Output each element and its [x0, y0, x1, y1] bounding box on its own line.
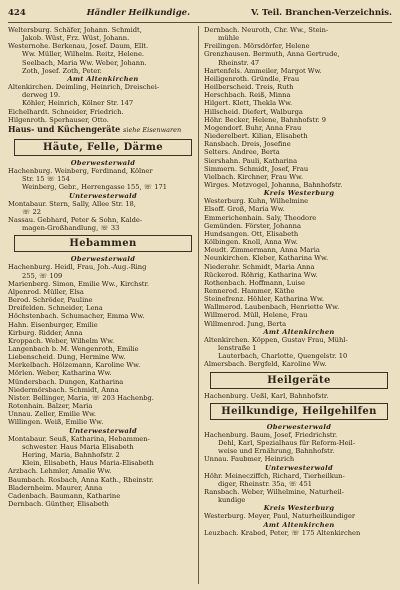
directory-entry: Rotenhain. Balzer, Maria	[8, 402, 93, 411]
running-title: Händler Heilkundige.	[86, 8, 191, 18]
directory-entry: Siershahn. Pauli, Katharina	[204, 156, 298, 165]
directory-entry: Heilberscheid. Treis, Ruth	[204, 83, 294, 92]
directory-entry: Selters. Andree, Berta	[204, 148, 280, 157]
directory-entry: Alpenrod. Müller, Elsa	[8, 287, 84, 296]
directory-entry: Willingen. Weiß, Emilie Ww.	[8, 418, 104, 427]
directory-entry: Hilgert. Klett, Thekla Ww.	[204, 99, 293, 108]
directory-entry: Hachenburg. Heidl, Frau, Joh.-Aug.-Ring	[8, 263, 147, 272]
category-cross-reference	[8, 124, 198, 136]
directory-entry: Kölbingen. Knoll, Anna Ww.	[204, 238, 298, 247]
directory-entry: Neunkirchen. Kleber, Katharina Ww.	[204, 254, 329, 263]
directory-entry: Unnau. Zeller, Emilie Ww.	[8, 410, 96, 419]
directory-entry: Weltersburg. Schäfer, Johann. Schmidt,	[8, 26, 142, 34]
directory-entry: Str. 15 ☏ 154	[22, 175, 70, 184]
directory-entry: Höchstenbach. Schumacher, Emma Ww.	[8, 312, 145, 321]
directory-entry: Merkelbach. Hölzemann, Karoline Ww.	[8, 361, 141, 370]
directory-entry: Almersbach. Bergfeld, Karoline Ww.	[204, 360, 327, 369]
district-heading: Oberwesterwald	[70, 255, 136, 264]
directory-entry: Niederahr. Schmidt, Maria Anna	[204, 262, 315, 271]
district-heading: Amt Altenkirchen	[263, 327, 335, 336]
directory-entry: Grenzhausen. Bermuth, Anna Gertrude,	[204, 50, 340, 59]
directory-entry: Hahn. Eisenburger, Emilie	[8, 320, 98, 329]
directory-entry: Rheinstr. 47	[218, 58, 260, 67]
category-heading: Hebammen	[14, 235, 192, 252]
directory-entry: Dreifelden. Schneider, Lena	[8, 304, 103, 313]
page-header	[8, 4, 392, 23]
directory-entry: Weinberg, Gebr., Herrengasse 155, ☏ 171	[22, 183, 168, 192]
column-divider	[198, 26, 199, 584]
directory-entry: Wallmerod. Laubenbach, Henriette Ww.	[204, 303, 340, 312]
directory-entry: Höhr. Becker, Helene, Bahnhofstr. 9	[204, 115, 327, 124]
directory-entry: Wirges. Metzvogel, Johanna, Bahnhofstr.	[204, 180, 343, 189]
right-column	[204, 26, 394, 584]
directory-entry: Jakob. Wüst, Frz. Wüst, Johann.	[22, 34, 130, 43]
directory-entry: derweg 19.	[22, 91, 61, 100]
directory-entry: Freilingen. Mörsdörfer, Helene	[204, 42, 310, 51]
directory-entry: Hundsangen. Ott, Elisabeth	[204, 229, 299, 238]
directory-entry: 255, ☏ 109	[22, 271, 63, 280]
directory-entry: Hachenburg. Baum, Josef, Friedrichstr.	[204, 430, 338, 439]
directory-entry: Ww. Müller, Wilhelm. Reitz, Helene.	[22, 50, 145, 59]
directory-entry: Hilgenroth. Sperhauser, Otto.	[8, 115, 109, 124]
directory-entry: Herschbach. Reiß, Minna	[204, 91, 291, 100]
left-column	[8, 26, 198, 584]
directory-entry: Rothenbach. Hoffmann, Luise	[204, 278, 305, 287]
district-heading: Kreis Westerburg	[263, 504, 335, 513]
directory-entry: Montabaur. Seuß, Katharina, Hebammen-	[8, 434, 150, 443]
directory-entry: Seelbach, Maria Ww. Weber, Johann.	[22, 58, 147, 67]
directory-entry: weise und Ernährung, Bahnhofstr.	[218, 447, 335, 456]
directory-entry: Berod. Schröder, Pauline	[8, 296, 93, 305]
cross-reference-title: Haus- und Küchengeräte	[8, 123, 121, 134]
directory-entry: Leuzbach. Krabed, Peter, ☏ 175 Altenkirchen	[204, 528, 361, 537]
directory-entry: Langenbach b. M. Wengenroth, Emilie	[8, 345, 139, 353]
page-number: 424	[8, 8, 26, 18]
directory-entry: Mörlen. Weber, Katharina Ww.	[8, 369, 112, 378]
directory-entry: ☏ 22	[22, 207, 41, 216]
directory-entry: Mündersbach. Dungen, Katharina	[8, 377, 124, 386]
directory-entry: Kroppach. Weber, Wilhelm Ww.	[8, 336, 115, 345]
directory-entry: Mogendorf. Buhr, Anna Frau	[204, 123, 302, 132]
directory-entry: Gemünden. Förster, Johanna	[204, 221, 301, 230]
directory-entry: Altenkirchen. Deimling, Heinrich, Dreischei-	[8, 83, 160, 92]
district-heading: Unterwesterwald	[68, 191, 137, 200]
directory-entry: Köhler, Heinrich, Kölner Str. 147	[22, 99, 134, 108]
directory-entry: Westerburg. Meyer, Paul, Naturheilkundiger	[204, 512, 356, 521]
district-heading: Amt Altenkirchen	[263, 520, 335, 529]
directory-entry: Vielbach. Kirchner, Frau Ww.	[204, 172, 304, 181]
directory-entry: Elsoff. Groß, Maria Ww.	[204, 205, 285, 214]
directory-entry: Ransbach. Weber, Wilhelmine, Naturheil-	[204, 487, 344, 496]
directory-entry: Nassau. Gebhard, Peter & Sohn, Kalde-	[8, 215, 143, 224]
category-heading: Häute, Felle, Därme	[14, 139, 192, 156]
district-heading: Oberwesterwald	[70, 158, 136, 167]
directory-entry: Hillscheid. Diefert, Walburga	[204, 107, 303, 116]
directory-entry: Unnau. Faubmer, Heinrich	[204, 455, 295, 464]
district-heading: Amt Altenkirchen	[67, 74, 139, 83]
directory-entry: Emmerichenhain. Saly, Theodore	[204, 213, 317, 222]
directory-entry: Hachenburg. Weinberg, Ferdinand, Kölner	[8, 167, 153, 176]
directory-entry: Willmenrod. Jung, Berta	[204, 319, 287, 328]
district-heading: Oberwesterwald	[266, 422, 332, 431]
directory-entry: Altenkirchen. Köppen, Gustav Frau, Mühl-	[204, 335, 348, 344]
directory-entry: Arzbach. Lehmler, Amalie Ww.	[8, 467, 112, 476]
directory-entry: Baumbach. Rosbach, Anna Kath., Rheinstr.	[8, 475, 154, 484]
district-heading: Unterwesterwald	[68, 426, 137, 435]
directory-entry: Rückerod. Röhrig, Katharina Ww.	[204, 270, 318, 279]
directory-entry: Dehl, Karl, Spezialhaus für Reform-Heil-	[218, 439, 356, 448]
district-heading: Unterwesterwald	[264, 463, 333, 472]
directory-entry: Heiligenroth. Gründle, Frau	[204, 74, 300, 83]
directory-entry: Klein, Elisabeth, Haus Maria-Elisabeth	[22, 459, 154, 468]
cross-reference-target: siehe Eisenwaren	[123, 125, 182, 134]
directory-entry: Niedermörsbach. Schmidt, Anna	[8, 385, 119, 394]
directory-entry: Niederelbert. Kilian, Elisabeth	[204, 132, 308, 141]
directory-entry: Simmern. Schmidt, Josef, Frau	[204, 164, 309, 173]
directory-entry: Liebenscheid. Dung, Hermine Ww.	[8, 353, 126, 362]
category-heading: Heilkundige, Heilgehilfen	[210, 403, 388, 420]
category-heading: Heilgeräte	[210, 372, 388, 389]
directory-entry: Cadenbach. Baumann, Katharine	[8, 491, 121, 500]
directory-entry: Marienberg. Simon, Emilie Ww., Kirchstr.	[8, 279, 150, 288]
directory-entry: Eichelhardt. Schneider, Friedrich.	[8, 107, 124, 116]
directory-entry: Westerburg. Kuhn, Wilhelmine	[204, 197, 309, 206]
directory-entry: Bladernheim. Maurer, Anna	[8, 483, 103, 492]
directory-entry: Westernohe. Berkenau, Josef. Daum, Ellt.	[8, 42, 149, 51]
directory-entry: magen-Großhandlung, ☏ 33	[22, 224, 120, 233]
directory-entry: Rennerod. Hammer, Käthe	[204, 287, 295, 295]
district-heading: Kreis Westerburg	[263, 189, 335, 198]
directory-entry: Nister. Bellinger, Maria, ☏ 203 Hachenbg.	[8, 393, 154, 402]
directory-entry: lenstraße 1	[218, 344, 257, 353]
directory-entry: kundige	[218, 496, 246, 505]
directory-entry: Hering, Maria, Bahnhofstr. 2	[22, 451, 120, 460]
directory-entry: Hartenfels. Ammeiler, Margot Ww.	[204, 66, 322, 75]
directory-entry: Zoth, Josef. Zoth, Peter.	[22, 66, 102, 75]
directory-entry: Meudt. Zimmermann, Anna Maria	[204, 246, 320, 255]
directory-entry: Hachenburg. Ueßl, Karl, Bahnhofstr.	[204, 391, 329, 400]
directory-entry: mühle	[218, 34, 240, 43]
directory-entry: Kirburg. Ridder, Anna	[8, 328, 83, 337]
directory-entry: Willmerod. Müll, Helene, Frau	[204, 311, 308, 320]
section-title: V. Teil. Branchen-Verzeichnis.	[250, 8, 392, 18]
directory-entry: Lauterbach, Charlotte, Quengelstr. 10	[218, 352, 348, 361]
directory-entry: Ransbach. Dreis, Josefine	[204, 140, 291, 149]
directory-entry: Steinefrenz. Höhler, Katharina Ww.	[204, 295, 324, 304]
directory-entry: schwester. Haus Maria Elisabeth	[22, 442, 134, 451]
directory-entry: diger, Rheinstr. 35a, ☏ 451	[218, 479, 312, 488]
directory-entry: Dernbach. Neuroth, Chr. Ww., Stein-	[204, 26, 329, 34]
directory-entry: Montabaur. Stern, Sally, Allee Str. 18,	[8, 199, 136, 208]
directory-entry: Dernbach. Günther, Elisabeth	[8, 499, 109, 508]
directory-entry: Höhr. Meinecziffch, Richard, Tierheilkun-	[204, 471, 345, 480]
